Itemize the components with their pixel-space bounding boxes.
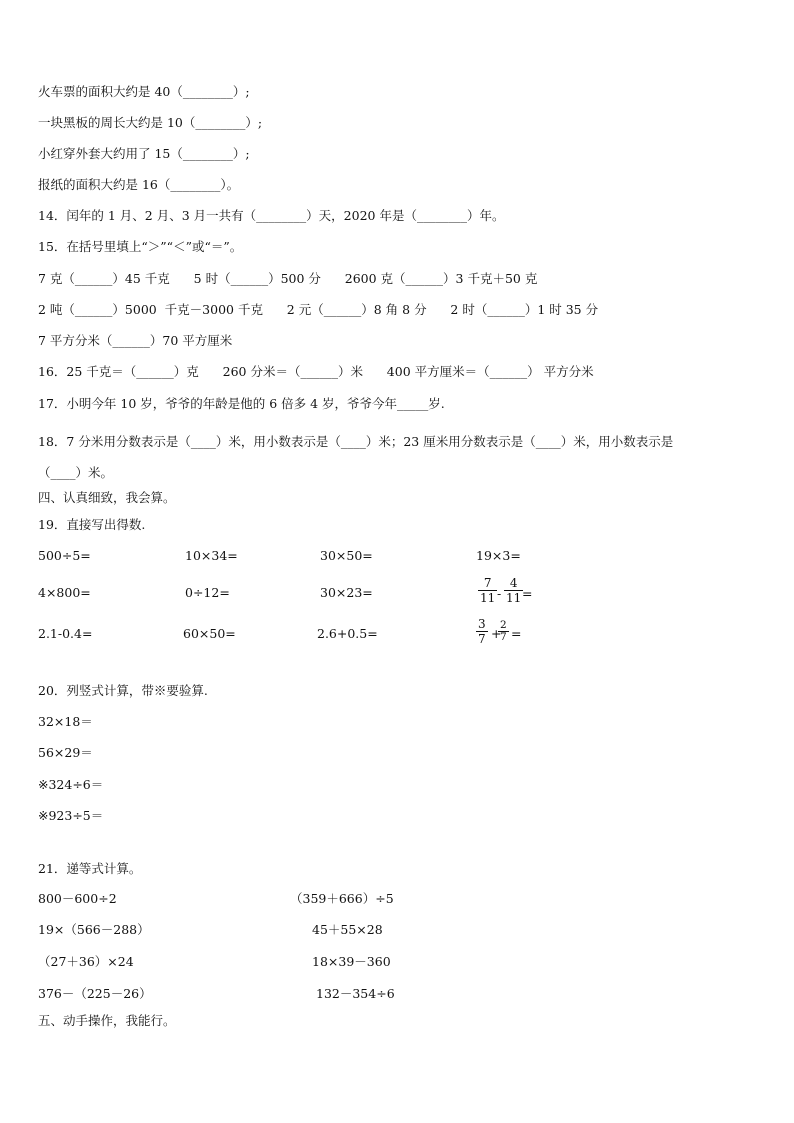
q19-item: 0÷12=: [185, 585, 230, 600]
fraction: [504, 576, 523, 605]
q21-item: 132－354÷6: [316, 986, 395, 1001]
q19-item: 500÷5=: [38, 548, 91, 563]
q20-item: 56×29＝: [38, 745, 93, 760]
question-21: 21．递等式计算。: [38, 861, 142, 876]
section-5-heading: 五、动手操作，我能行。: [38, 1013, 176, 1028]
question-15-row-2: 2 吨（______）5000 千克－3000 千克 2 元（______）8 角 8 分 2 时（______）1 时 35 分: [38, 302, 599, 317]
question-16: 16．25 千克＝（______）克 260 分米＝（______）米 400 平方厘米＝（______） 平方分米: [38, 364, 594, 379]
q21-item: 18×39－360: [312, 954, 391, 969]
fill-line-ticket-area: 火车票的面积大约是 40（________）;: [38, 84, 250, 99]
question-14: 14．闰年的 1 月、2 月、3 月一共有（________）天，2020 年是（________）年。: [38, 208, 505, 223]
q19-item: 60×50=: [183, 626, 236, 641]
q19-item: 2.6+0.5=: [317, 626, 378, 641]
numerator: 7: [483, 576, 492, 590]
fill-line-newspaper-area: 报纸的面积大约是 16（________）。: [38, 177, 240, 192]
equals: =: [511, 626, 522, 641]
q19-item: 4×800=: [38, 585, 91, 600]
denominator: 7: [500, 631, 507, 643]
fill-line-blackboard-perimeter: 一块黑板的周长大约是 10（________）;: [38, 115, 263, 130]
denominator: 7: [478, 632, 486, 646]
q21-item: 19×（566－288）: [38, 922, 150, 937]
q19-item: 10×34=: [185, 548, 238, 563]
question-15-row-1: 7 克（______）45 千克 5 时（______）500 分 2600 克（______）3 千克＋50 克: [38, 271, 538, 286]
q20-item: 32×18＝: [38, 714, 93, 729]
q19-item: 19×3=: [476, 548, 521, 563]
numerator: 4: [509, 576, 518, 590]
question-19: 19．直接写出得数.: [38, 517, 146, 532]
q20-item: ※324÷6＝: [38, 777, 104, 792]
q21-item: 45＋55×28: [312, 922, 383, 937]
fill-line-coat-time: 小红穿外套大约用了 15（________）;: [38, 146, 250, 161]
q21-item: 376－（225－26）: [38, 986, 152, 1001]
fraction: [476, 617, 488, 646]
denominator: 11: [480, 591, 496, 605]
operator: -: [497, 586, 502, 601]
q19-item: 30×23=: [320, 585, 373, 600]
equals: =: [522, 586, 533, 601]
numerator: 2: [500, 619, 507, 631]
numerator: 3: [478, 617, 486, 631]
section-4-heading: 四、认真细致，我会算。: [38, 490, 176, 505]
q19-item: 30×50=: [320, 548, 373, 563]
question-15: 15．在括号里填上“＞”“＜”或“＝”。: [38, 239, 243, 254]
question-18: 18．7 分米用分数表示是（____）米，用小数表示是（____）米；23 厘米用分数表示是（____）米，用小数表示是: [38, 434, 674, 449]
q19-item: 2.1-0.4=: [38, 626, 93, 641]
q21-item: （359＋666）÷5: [290, 891, 394, 906]
question-18-cont: （____）米。: [38, 465, 114, 480]
q21-item: （27＋36）×24: [38, 954, 134, 969]
q20-item: ※923÷5＝: [38, 808, 104, 823]
fraction: [498, 620, 509, 643]
q21-item: 800－600÷2: [38, 891, 117, 906]
operator: +: [491, 626, 502, 641]
denominator: 11: [506, 591, 522, 605]
fraction: [478, 576, 497, 605]
question-15-row-3: 7 平方分米（______）70 平方厘米: [38, 333, 233, 348]
question-20: 20．列竖式计算，带※要验算.: [38, 683, 208, 698]
question-17: 17．小明今年 10 岁，爷爷的年龄是他的 6 倍多 4 岁，爷爷今年_____岁.: [38, 396, 445, 411]
